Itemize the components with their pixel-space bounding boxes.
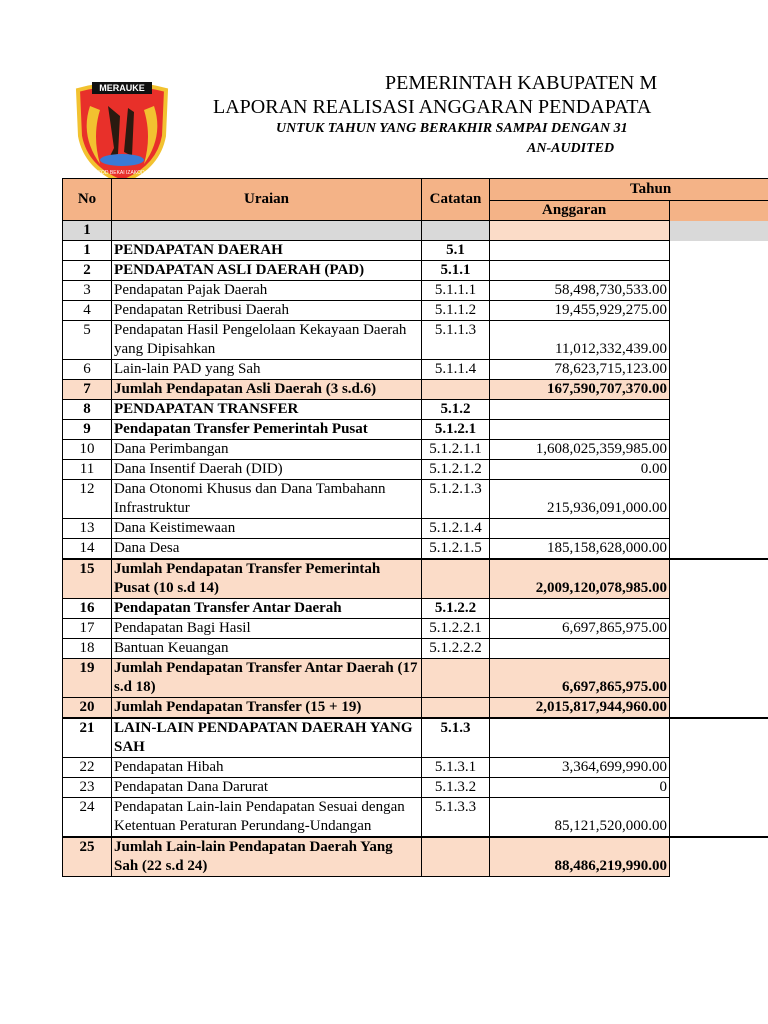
table-row [63,321,768,360]
table-row [63,301,768,321]
row-description: Dana Otonomi Khusus dan Dana Tambahann Infrastruktur [112,480,422,519]
row-note: 5.1.2.1.5 [422,539,490,560]
row-number: 20 [63,698,112,719]
row-extension [670,281,768,301]
row-number: 6 [63,360,112,380]
row-budget-amount: 167,590,707,370.00 [490,380,670,400]
budget-realization-table [62,178,768,877]
row-budget-amount: 0 [490,778,670,798]
row-extension [670,539,768,560]
index-cell [670,221,768,241]
row-note [422,659,490,698]
row-number: 5 [63,321,112,360]
table-row [63,758,768,778]
row-extension [670,321,768,360]
row-budget-amount: 185,158,628,000.00 [490,539,670,560]
row-note: 5.1.1 [422,261,490,281]
row-description: Pendapatan Hibah [112,758,422,778]
row-extension [670,698,768,719]
row-extension [670,718,768,758]
row-description: LAIN-LAIN PENDAPATAN DAERAH YANG SAH [112,718,422,758]
row-extension [670,261,768,281]
row-note: 5.1.2.1 [422,420,490,440]
row-description: PENDAPATAN TRANSFER [112,400,422,420]
row-number: 7 [63,380,112,400]
row-number: 17 [63,619,112,639]
row-description: Pendapatan Dana Darurat [112,778,422,798]
column-header-tahun: Tahun [490,179,768,201]
row-number: 14 [63,539,112,560]
row-description: Pendapatan Pajak Daerah [112,281,422,301]
row-description: Jumlah Pendapatan Transfer (15 + 19) [112,698,422,719]
row-note: 5.1.3.3 [422,798,490,838]
row-budget-amount: 215,936,091,000.00 [490,480,670,519]
table-row [63,480,768,519]
header-audit-status: AN-AUDITED [527,141,615,156]
logo-text-bottom: IZAKOD BEKAI IZAKOD KAI [89,170,155,176]
row-budget-amount [490,241,670,261]
table-row [63,281,768,301]
row-note: 5.1.3.1 [422,758,490,778]
row-extension [670,301,768,321]
row-description: Jumlah Pendapatan Transfer Pemerintah Pusat (10 s.d 14) [112,559,422,599]
row-budget-amount [490,400,670,420]
row-number: 12 [63,480,112,519]
index-cell [112,221,422,241]
logo-text-top: MERAUKE [99,83,145,93]
row-budget-amount: 3,364,699,990.00 [490,758,670,778]
table-row [63,400,768,420]
table-row [63,460,768,480]
row-extension [670,659,768,698]
row-note: 5.1.1.1 [422,281,490,301]
row-budget-amount: 0.00 [490,460,670,480]
row-number: 1 [63,241,112,261]
row-number: 9 [63,420,112,440]
row-number: 2 [63,261,112,281]
row-note: 5.1 [422,241,490,261]
row-extension [670,420,768,440]
row-description: Jumlah Pendapatan Asli Daerah (3 s.d.6) [112,380,422,400]
row-note: 5.1.3.2 [422,778,490,798]
row-budget-amount: 2,015,817,944,960.00 [490,698,670,719]
row-note [422,380,490,400]
row-budget-amount: 78,623,715,123.00 [490,360,670,380]
row-extension [670,619,768,639]
column-header-uraian: Uraian [112,179,422,221]
header-title-1: PEMERINTAH KABUPATEN M [385,72,658,94]
row-extension [670,559,768,599]
row-description: PENDAPATAN ASLI DAERAH (PAD) [112,261,422,281]
row-budget-amount: 19,455,929,275.00 [490,301,670,321]
row-description: Pendapatan Hasil Pengelolaan Kekayaan Daerah yang Dipisahkan [112,321,422,360]
row-description: Pendapatan Transfer Antar Daerah [112,599,422,619]
row-extension [670,440,768,460]
row-number: 19 [63,659,112,698]
row-note: 5.1.1.2 [422,301,490,321]
row-note [422,559,490,599]
row-budget-amount: 11,012,332,439.00 [490,321,670,360]
table-row [63,380,768,400]
row-budget-amount: 85,121,520,000.00 [490,798,670,838]
row-note: 5.1.2.1.1 [422,440,490,460]
row-number: 24 [63,798,112,838]
column-header-catatan: Catatan [422,179,490,221]
column-header-extension [670,201,768,221]
row-note: 5.1.3 [422,718,490,758]
header-subtitle: UNTUK TAHUN YANG BERAKHIR SAMPAI DENGAN 31 [276,121,628,136]
row-extension [670,360,768,380]
row-description: Pendapatan Lain-lain Pendapatan Sesuai dengan Ketentuan Peraturan Perundang-Undangan [112,798,422,838]
row-extension [670,798,768,838]
row-number: 15 [63,559,112,599]
row-extension [670,400,768,420]
row-extension [670,380,768,400]
row-description: Dana Keistimewaan [112,519,422,539]
row-number: 23 [63,778,112,798]
row-budget-amount: 1,608,025,359,985.00 [490,440,670,460]
row-description: Lain-lain PAD yang Sah [112,360,422,380]
row-number: 22 [63,758,112,778]
row-description: Pendapatan Retribusi Daerah [112,301,422,321]
row-number: 25 [63,837,112,877]
row-budget-amount [490,519,670,539]
row-extension [670,599,768,619]
header-title-2: LAPORAN REALISASI ANGGARAN PENDAPATA [213,96,652,118]
row-budget-amount [490,639,670,659]
index-cell [490,221,670,241]
table-row [63,440,768,460]
table-row [63,420,768,440]
row-description: Dana Insentif Daerah (DID) [112,460,422,480]
row-description: Pendapatan Transfer Pemerintah Pusat [112,420,422,440]
index-row-number: 1 [63,221,112,241]
row-extension [670,778,768,798]
row-budget-amount [490,599,670,619]
table-row [63,837,768,877]
row-number: 21 [63,718,112,758]
row-note: 5.1.2.1.4 [422,519,490,539]
table-row [63,778,768,798]
row-budget-amount: 6,697,865,975.00 [490,659,670,698]
row-note: 5.1.2.2 [422,599,490,619]
index-cell [422,221,490,241]
row-note: 5.1.2.2.2 [422,639,490,659]
table-row [63,599,768,619]
row-description: Dana Desa [112,539,422,560]
table-row [63,698,768,719]
table-row [63,360,768,380]
row-number: 8 [63,400,112,420]
row-extension [670,639,768,659]
table-row [63,261,768,281]
table-row [63,718,768,758]
row-extension [670,758,768,778]
row-budget-amount [490,420,670,440]
row-note: 5.1.2 [422,400,490,420]
row-number: 18 [63,639,112,659]
row-number: 16 [63,599,112,619]
row-description: Bantuan Keuangan [112,639,422,659]
row-note [422,698,490,719]
row-extension [670,241,768,261]
row-note: 5.1.2.1.2 [422,460,490,480]
row-budget-amount: 6,697,865,975.00 [490,619,670,639]
budget-table-container [62,178,768,958]
row-budget-amount: 2,009,120,078,985.00 [490,559,670,599]
table-row [63,519,768,539]
row-note: 5.1.2.2.1 [422,619,490,639]
row-number: 13 [63,519,112,539]
row-note: 5.1.1.4 [422,360,490,380]
row-budget-amount [490,261,670,281]
row-extension [670,837,768,877]
table-row [63,559,768,599]
row-number: 10 [63,440,112,460]
table-row [63,619,768,639]
row-number: 11 [63,460,112,480]
merauke-emblem-logo [70,76,174,184]
row-note: 5.1.2.1.3 [422,480,490,519]
row-note [422,837,490,877]
table-row [63,639,768,659]
row-description: Jumlah Lain-lain Pendapatan Daerah Yang Sah (22 s.d 24) [112,837,422,877]
row-description: Pendapatan Bagi Hasil [112,619,422,639]
row-note: 5.1.1.3 [422,321,490,360]
row-number: 4 [63,301,112,321]
row-budget-amount: 58,498,730,533.00 [490,281,670,301]
table-row [63,659,768,698]
row-budget-amount [490,718,670,758]
table-row [63,539,768,560]
row-number: 3 [63,281,112,301]
row-extension [670,460,768,480]
row-description: Jumlah Pendapatan Transfer Antar Daerah (17 s.d 18) [112,659,422,698]
column-header-no: No [63,179,112,221]
row-budget-amount: 88,486,219,990.00 [490,837,670,877]
row-description: PENDAPATAN DAERAH [112,241,422,261]
row-extension [670,480,768,519]
table-row [63,798,768,838]
row-extension [670,519,768,539]
table-row [63,241,768,261]
column-header-anggaran: Anggaran [490,201,670,221]
row-description: Dana Perimbangan [112,440,422,460]
